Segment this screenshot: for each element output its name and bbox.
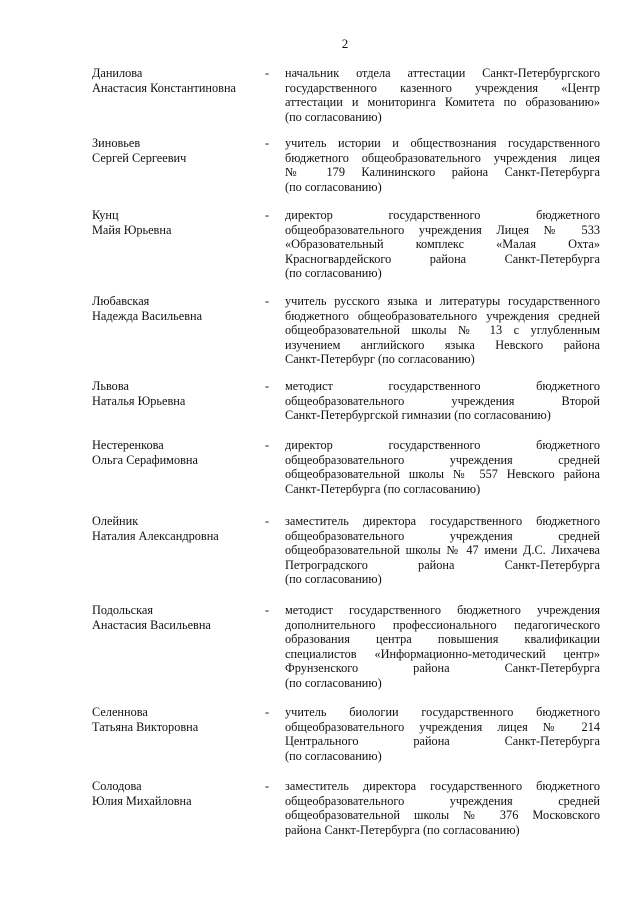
- position-line: Санкт-Петербургской гимназии (по согласованию): [285, 408, 551, 423]
- member-position: [285, 779, 600, 837]
- member-given-names: Майя Юрьевна: [92, 222, 172, 237]
- position-line: дополнительного профессионального педагогического: [285, 617, 600, 632]
- position-line: (по согласованию): [285, 266, 382, 281]
- position-line: директор государственного бюджетного: [285, 208, 600, 222]
- dash-separator: -: [265, 379, 270, 393]
- member-name: [92, 514, 262, 543]
- position-line: начальник отдела аттестации Санкт-Петербургского: [285, 66, 600, 80]
- member-position: [285, 438, 600, 496]
- member-surname: Львова: [92, 379, 129, 393]
- member-given-names: Надежда Васильевна: [92, 308, 203, 323]
- position-line: (по согласованию): [285, 109, 382, 124]
- dash-separator: -: [265, 294, 270, 308]
- position-line: аттестации и мониторинга Комитета по образованию»: [285, 95, 600, 110]
- member-surname: Данилова: [92, 66, 143, 80]
- position-line: бюджетного общеобразовательного учреждения средней: [285, 308, 600, 323]
- position-line: № 179 Калининского района Санкт-Петербурга: [285, 165, 600, 180]
- member-given-names: Татьяна Викторовна: [92, 719, 199, 734]
- position-line: учитель русского языка и литературы государственного: [285, 294, 600, 308]
- position-line: учитель истории и обществознания государственного: [285, 136, 600, 150]
- member-given-names: Наталья Юрьевна: [92, 393, 186, 408]
- dash-separator: -: [265, 779, 270, 793]
- position-line: учитель биологии государственного бюджетного: [285, 705, 600, 719]
- member-position: [285, 208, 600, 281]
- member-position: [285, 66, 600, 124]
- position-line: Фрунзенского района Санкт-Петербурга: [285, 661, 600, 676]
- member-surname: Олейник: [92, 514, 139, 528]
- member-surname: Селеннова: [92, 705, 148, 719]
- member-position: [285, 705, 600, 763]
- member-given-names: Наталия Александровна: [92, 528, 219, 543]
- position-line: общеобразовательной школы № 557 Невского района: [285, 467, 600, 482]
- position-line: заместитель директора государственного бюджетного: [285, 779, 600, 793]
- position-line: (по согласованию): [285, 675, 382, 690]
- member-position: [285, 603, 600, 691]
- position-line: Петроградского района Санкт-Петербурга: [285, 557, 600, 572]
- member-surname: Нестеренкова: [92, 438, 164, 452]
- member-given-names: Анастасия Васильевна: [92, 617, 211, 632]
- member-position: [285, 514, 600, 587]
- position-line: Красногвардейского района Санкт-Петербурга: [285, 251, 600, 266]
- position-line: общеобразовательного учреждения Второй: [285, 393, 600, 408]
- position-line: Санкт-Петербург (по согласованию): [285, 352, 475, 367]
- position-line: заместитель директора государственного бюджетного: [285, 514, 600, 528]
- member-name: [92, 66, 262, 95]
- member-name: [92, 208, 262, 237]
- dash-separator: -: [265, 136, 270, 150]
- member-name: [92, 705, 262, 734]
- position-line: общеобразовательной школы № 47 имени Д.С. Лихачева: [285, 543, 600, 558]
- position-line: района Санкт-Петербурга (по согласованию): [285, 822, 520, 837]
- member-name: [92, 294, 262, 323]
- position-line: общеобразовательного учреждения Лицея № 533: [285, 222, 600, 237]
- member-name: [92, 438, 262, 467]
- member-name: [92, 379, 262, 408]
- dash-separator: -: [265, 66, 270, 80]
- position-line: (по согласованию): [285, 179, 382, 194]
- member-given-names: Ольга Серафимовна: [92, 452, 198, 467]
- position-line: (по согласованию): [285, 572, 382, 587]
- position-line: государственного казенного учреждения «Центр: [285, 80, 600, 95]
- position-line: изучением английского языка Невского района: [285, 337, 600, 352]
- page-number: 2: [341, 36, 349, 51]
- position-line: специалистов «Информационно-методический центр»: [285, 646, 600, 661]
- member-position: [285, 294, 600, 367]
- position-line: директор государственного бюджетного: [285, 438, 600, 452]
- member-surname: Любавская: [92, 294, 150, 308]
- member-surname: Подольская: [92, 603, 154, 617]
- position-line: общеобразовательного учреждения лицея № 214: [285, 719, 600, 734]
- position-line: Центрального района Санкт-Петербурга: [285, 734, 600, 749]
- member-surname: Кунц: [92, 208, 119, 222]
- dash-separator: -: [265, 208, 270, 222]
- dash-separator: -: [265, 438, 270, 452]
- position-line: общеобразовательной школы № 376 Московского: [285, 808, 600, 823]
- member-position: [285, 379, 600, 423]
- position-line: общеобразовательного учреждения средней: [285, 452, 600, 467]
- position-line: Санкт-Петербурга (по согласованию): [285, 481, 481, 496]
- position-line: общеобразовательной школы № 13 с углубленным: [285, 323, 600, 338]
- member-given-names: Сергей Сергеевич: [92, 150, 187, 165]
- position-line: образования центра повышения квалификации: [285, 632, 600, 647]
- position-line: (по согласованию): [285, 748, 382, 763]
- dash-separator: -: [265, 705, 270, 719]
- member-position: [285, 136, 600, 194]
- position-line: «Образовательный комплекс «Малая Охта»: [285, 237, 600, 252]
- member-given-names: Юлия Михайловна: [92, 793, 192, 808]
- member-name: [92, 603, 262, 632]
- position-line: методист государственного бюджетного учреждения: [285, 603, 600, 617]
- dash-separator: -: [265, 603, 270, 617]
- member-given-names: Анастасия Константиновна: [92, 80, 236, 95]
- position-line: общеобразовательного учреждения средней: [285, 528, 600, 543]
- position-line: методист государственного бюджетного: [285, 379, 600, 393]
- position-line: бюджетного общеобразовательного учреждения лицея: [285, 150, 600, 165]
- dash-separator: -: [265, 514, 270, 528]
- member-surname: Солодова: [92, 779, 142, 793]
- member-surname: Зиновьев: [92, 136, 141, 150]
- member-name: [92, 136, 262, 165]
- member-name: [92, 779, 262, 808]
- position-line: общеобразовательного учреждения средней: [285, 793, 600, 808]
